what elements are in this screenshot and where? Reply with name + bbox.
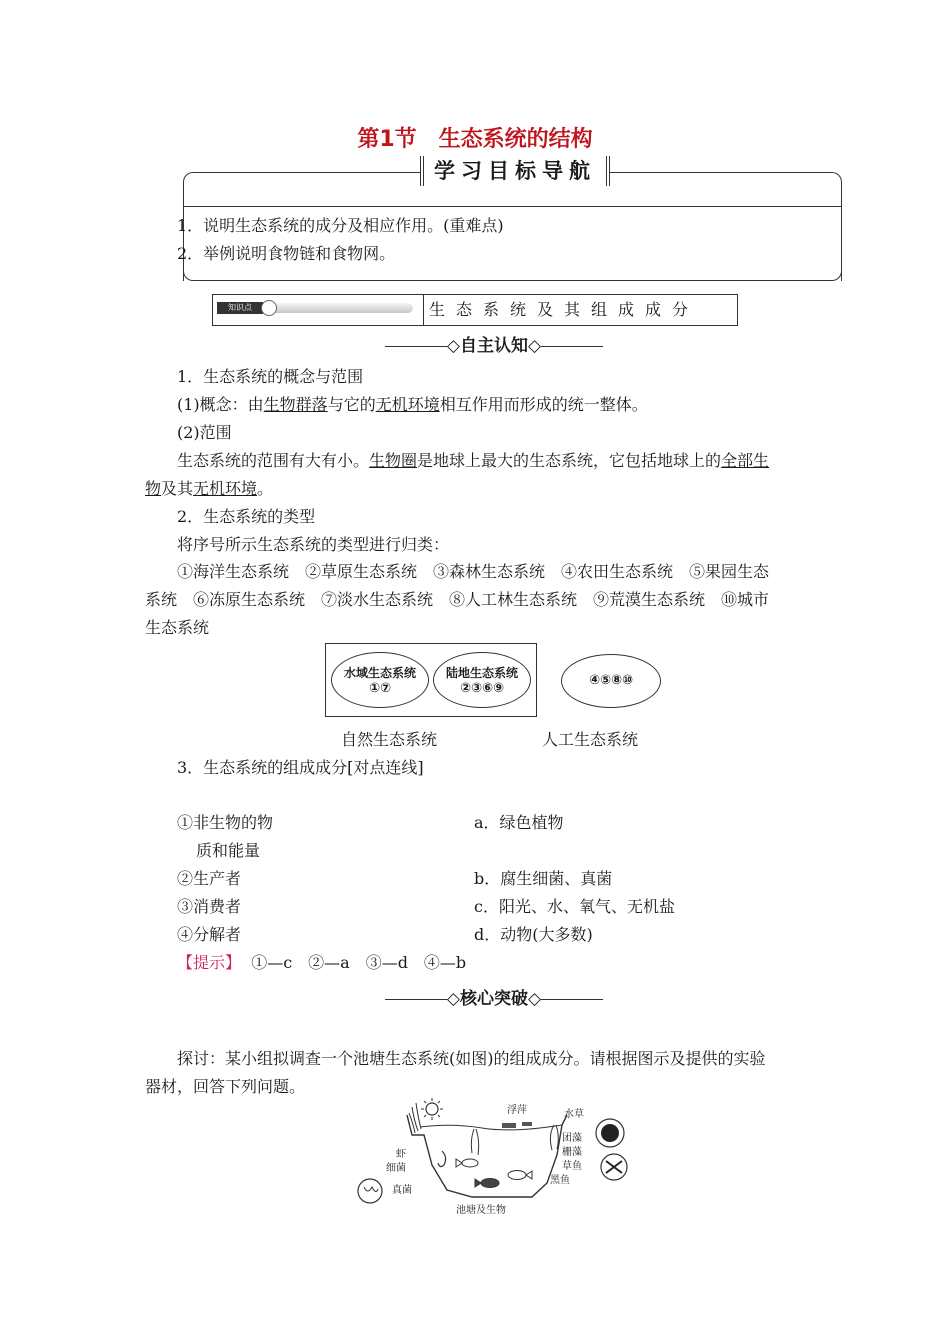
duckweed-icon [522, 1122, 532, 1126]
types-list-line2: 系统 ⑥冻原生态系统 ⑦淡水生态系统 ⑧人工林生态系统 ⑨荒漠生态系统 ⑩城市 [145, 590, 770, 609]
label-blackcarp: 黑鱼 [550, 1175, 570, 1186]
fish-icon [456, 1159, 478, 1167]
water-ecosystem-label: 水域生态系统 [343, 666, 416, 680]
duckweed-icon [502, 1123, 516, 1128]
scope-paragraph-line1 [177, 448, 769, 471]
diamond-icon: ◇ [528, 336, 542, 356]
subhead-line-right [541, 999, 603, 1000]
label-tuanzao: 团藻 [562, 1133, 582, 1144]
fish-icon [508, 1171, 532, 1180]
component-right-c: c．阳光、水、氧气、无机盐 [474, 897, 675, 916]
water-ecosystem-items: ①⑦ [368, 681, 391, 696]
algae-magnified-icon [601, 1154, 627, 1180]
label-bacteria: 细菌 [386, 1163, 406, 1174]
label-grasscarp: 草鱼 [562, 1161, 582, 1172]
component-left-1-cont: 质和能量 [196, 841, 261, 860]
blank-answer: 无机环境 [375, 395, 440, 414]
section-bar [212, 294, 738, 326]
label-caption: 池塘及生物 [456, 1205, 506, 1216]
scope-paragraph-line2 [145, 476, 273, 499]
heading-concept: 1．生态系统的概念与范围 [177, 367, 364, 386]
sun-icon [421, 1098, 443, 1120]
label-shanzao: 栅藻 [562, 1147, 582, 1158]
goals-box-bottom [183, 266, 842, 281]
artificial-ecosystem-items: ④⑤⑧⑩ [588, 673, 634, 688]
land-ecosystem-ellipse [433, 652, 531, 708]
component-right-a: a．绿色植物 [474, 813, 564, 832]
page-title: 第1节 生态系统的结构 [357, 127, 593, 152]
component-left-1: ①非生物的物 [177, 813, 274, 832]
blank-answer: 全部生 [721, 451, 770, 470]
hint-answer: ①—c ②—a ③—d ④—b [251, 953, 467, 972]
component-right-d: d．动物(大多数) [474, 925, 593, 944]
hint-line [177, 950, 466, 973]
subhead-core [360, 984, 628, 1009]
component-left-2: ②生产者 [177, 869, 242, 888]
types-list-line1: ①海洋生态系统 ②草原生态系统 ③森林生态系统 ④农田生态系统 ⑤果园生态 [177, 562, 770, 581]
diamond-icon: ◇ [446, 989, 460, 1009]
section-bar-divider [423, 295, 424, 325]
label-duckweed: 浮萍 [507, 1105, 527, 1116]
subhead-line-left [385, 346, 447, 347]
section-tag [217, 299, 417, 319]
types-intro: 将序号所示生态系统的类型进行归类： [177, 535, 450, 554]
scope-heading: (2)范围 [177, 423, 232, 442]
fish-icon [475, 1179, 499, 1188]
text: (1)概念：由 [177, 395, 264, 414]
subhead-line-left [385, 999, 447, 1000]
blank-answer: 生物圈 [369, 451, 418, 470]
goal-item-1: 1．说明生态系统的成分及相应作用。(重难点) [177, 216, 504, 235]
label-fungi: 真菌 [392, 1185, 412, 1196]
text: 相互作用而形成的统一整体。 [439, 395, 648, 414]
section-tag-label: 知识点 [217, 302, 263, 314]
artificial-ecosystem-caption: 人工生态系统 [542, 730, 639, 749]
section-tag-bar [263, 303, 413, 313]
goals-heading: 学习目标导航 [420, 156, 610, 186]
water-plant-icon [550, 1125, 558, 1150]
text: 与它的 [327, 395, 376, 414]
hint-label: 【提示】 [177, 953, 242, 972]
diamond-icon: ◇ [446, 336, 460, 356]
subhead-self-study-text: 自主认知 [460, 336, 528, 356]
blank-answer: 无机环境 [193, 479, 258, 498]
section-title: 生态系统及其组成成分 [429, 300, 700, 319]
water-plant-icon [471, 1129, 478, 1155]
component-right-b: b．腐生细菌、真菌 [474, 869, 613, 888]
label-waterweed: 水草 [564, 1109, 584, 1120]
blank-answer: 物 [145, 479, 162, 498]
explore-line2: 器材，回答下列问题。 [145, 1077, 306, 1096]
natural-ecosystem-caption: 自然生态系统 [341, 730, 438, 749]
subhead-line-right [541, 346, 603, 347]
land-ecosystem-items: ②③⑥⑨ [459, 681, 505, 696]
section-tag-circle-icon [261, 300, 277, 316]
goals-divider [183, 206, 842, 207]
text: 及其 [161, 479, 194, 498]
water-surface [420, 1125, 562, 1130]
algae-magnified-icon [596, 1119, 624, 1147]
label-shrimp: 虾 [396, 1149, 406, 1160]
land-ecosystem-label: 陆地生态系统 [445, 666, 518, 680]
goal-item-2: 2．举例说明食物链和食物网。 [177, 244, 396, 263]
types-list-line3: 生态系统 [145, 618, 210, 637]
component-left-3: ③消费者 [177, 897, 242, 916]
text: 是地球上最大的生态系统，它包括地球上的 [417, 451, 722, 470]
shrimp-icon [438, 1151, 446, 1167]
heading-components: 3．生态系统的组成成分[对点连线] [177, 758, 424, 777]
blank-answer: 生物群落 [263, 395, 328, 414]
text: 生态系统的范围有大有小。 [177, 451, 370, 470]
heading-types: 2．生态系统的类型 [177, 507, 316, 526]
diamond-icon: ◇ [528, 989, 542, 1009]
text: 。 [257, 479, 274, 498]
subhead-core-text: 核心突破 [460, 989, 528, 1009]
water-ecosystem-ellipse [331, 652, 429, 708]
microbe-magnified-icon [358, 1179, 382, 1203]
concept-paragraph [177, 392, 648, 415]
component-left-4: ④分解者 [177, 925, 242, 944]
subhead-self-study [360, 331, 628, 356]
explore-line1: 探讨：某小组拟调查一个池塘生态系统(如图)的组成成分。请根据图示及提供的实验 [177, 1049, 766, 1068]
artificial-ecosystem-ellipse [561, 654, 661, 708]
pond-figure [352, 1095, 642, 1223]
